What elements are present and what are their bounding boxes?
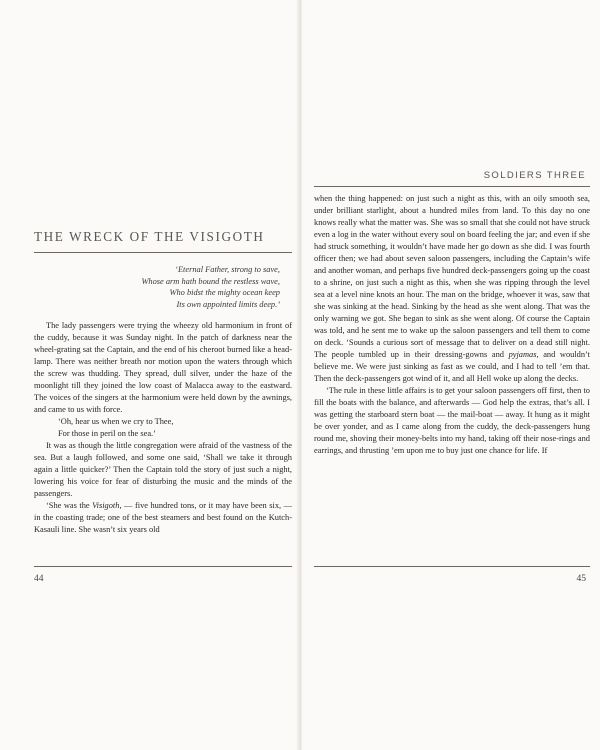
- paragraph: [314, 193, 590, 385]
- page-number: 44: [34, 574, 44, 584]
- hymn-line: ‘Oh, hear us when we cry to Thee,: [58, 417, 174, 426]
- right-page: [302, 0, 600, 750]
- text-run: , — five hundred tons, or it may have been six, — in the coasting trade; one of the best steamers and best found on the Kutch-Kasauli line. She wasn’t six years old: [34, 501, 292, 534]
- hymn-line: For those in peril on the sea.’: [58, 429, 156, 438]
- text-run: ‘She was the: [46, 501, 93, 510]
- paragraph: It was as though the little congregation were afraid of the vastness of the sea. But a laugh followed, and some one said, ‘Shall we take it through again a little quicker?’ Then the Captain told the story of just such a night, lowering his voice for fear of disturbing the music and the minds of the passengers.: [34, 441, 292, 498]
- epigraph: [50, 264, 280, 310]
- paragraph: The lady passengers were trying the wheezy old harmonium in front of the cuddy, because it was Sunday night. In the patch of darkness near the wheel-grating sat the Captain, and the end of his cheroot burned like a head-lamp. There was neither breath nor motion upon the waters through which the screw was thudding. They spread, dull silver, under the haze of the moonlight till they joined the low coast of Malacca away to the eastward. The voices of the singers at the harmonium were held down by the awnings, and came to us with force.: [34, 321, 292, 414]
- epigraph-line: Whose arm hath bound the restless wave,: [141, 276, 280, 286]
- epigraph-line: Who bidst the mighty ocean keep: [169, 288, 280, 298]
- paragraph: ‘The rule in these little affairs is to get your saloon passengers off first, then to fill the boats with the balance, and afterwards — God help the extras, that’s all. I was getting the starboard stern boat — the mail-boat — away. It hung as it might be over yonder, and as I came along from the cuddy, the deck-passengers hung round me, shoving their money-belts into my hand, taking off their nose-rings and earrings, and thrusting ’em upon me to buy just one chance for life. If: [314, 386, 590, 455]
- left-page: [0, 0, 298, 750]
- paragraph: [34, 500, 292, 536]
- chapter-rule: [34, 252, 292, 253]
- running-head: SOLDIERS THREE: [483, 170, 586, 181]
- right-body-text: [314, 193, 590, 457]
- text-run: , and wouldn’t believe me. We were just sinking as fast as we could, and I had to tell ’em that. Then the deck-passengers got wind of it, and all Hell woke up along the decks.: [314, 350, 590, 383]
- header-rule: [314, 186, 590, 187]
- text-run: when the thing happened: on just such a night as this, with an oily smooth sea, under brilliant starlight, about a hundred miles from land. To this day no one knows really what the matter was. She was so small that she could not have struck even a log in the water without every soul on board feeling the jar; and even if she had struck something, it wouldn’t have made her go down as she did. I was fourth officer then; we had about seven saloon passengers, including the Captain’s wife and another woman, and perhaps five hundred deck-passengers going up the coast to a shrine, on just such a night as this, when she was ripping through the level sea at a level nine knots an hour. The man on the bridge, whoever it was, saw that she was sinking at the head. Sinking by the head as she went along. That was the only warning we got. She began to sink as she went along. Of course the Captain was told, and he sent me to wake up the saloon passengers and tell them to come on deck. ‘Sounds a curious sort of message that to deliver on a dead still night. The people tumbled up in their dressing-gowns and: [314, 194, 590, 359]
- chapter-title: THE WRECK OF THE VISIGOTH: [34, 229, 265, 244]
- italic-word: pyjamas: [508, 350, 537, 359]
- epigraph-line: ‘Eternal Father, strong to save,: [175, 265, 280, 274]
- epigraph-line: Its own appointed limits deep.’: [176, 299, 280, 309]
- footer-rule: [34, 566, 292, 567]
- footer-rule: [314, 566, 590, 567]
- left-body-text: [34, 320, 292, 536]
- ship-name: Visigoth: [92, 501, 120, 510]
- page-number: 45: [576, 574, 586, 584]
